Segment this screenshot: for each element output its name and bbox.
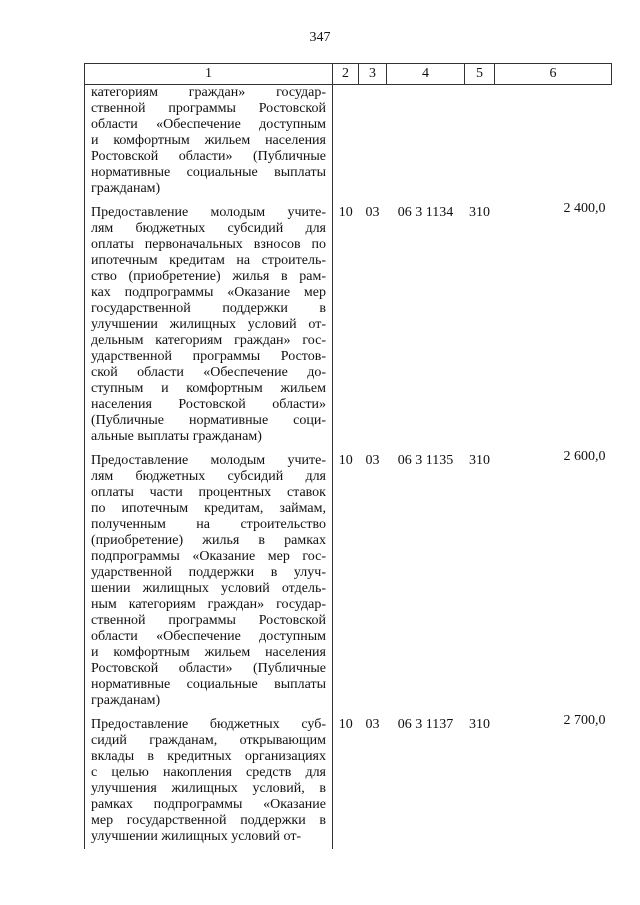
description-line: гражданам) bbox=[91, 181, 161, 196]
description-line: ипотечным кредитам на строитель- bbox=[91, 253, 326, 268]
description-line: ударственной программы Ростов- bbox=[91, 349, 326, 364]
description-line: категориям граждан» государ- bbox=[91, 85, 326, 100]
description-line: области «Обеспечение доступным bbox=[91, 117, 326, 132]
target-article-code: 06 3 1135 bbox=[397, 453, 454, 468]
description-line: ступным и комфортным жильем bbox=[91, 381, 326, 396]
description-line: (приобретение) жилья в рамках bbox=[91, 533, 326, 548]
row-description bbox=[85, 85, 333, 202]
expense-type-code: 310 bbox=[469, 453, 490, 468]
table-row bbox=[85, 449, 612, 713]
column-header: 4 bbox=[387, 64, 465, 85]
row-description bbox=[85, 201, 333, 449]
description-line: ство (приобретение) жилья в рам- bbox=[91, 269, 326, 284]
amount: 2 400,0 bbox=[563, 201, 606, 216]
section-code: 10 bbox=[338, 717, 353, 732]
description-line: и комфортным жильем населения bbox=[91, 133, 326, 148]
description-line: мер государственной поддержки в bbox=[91, 813, 326, 828]
description-line: по ипотечным кредитам, займам, bbox=[91, 501, 326, 516]
expense-type-code bbox=[465, 85, 495, 202]
amount: 2 700,0 bbox=[563, 713, 606, 728]
description-line: сидий гражданам, открывающим bbox=[91, 733, 326, 748]
target-article-code: 06 3 1137 bbox=[397, 717, 454, 732]
description-line: полученным на строительство bbox=[91, 517, 326, 532]
column-header: 2 bbox=[333, 64, 359, 85]
description-line: лям бюджетных субсидий для bbox=[91, 221, 326, 236]
amount bbox=[495, 85, 612, 202]
table-row bbox=[85, 85, 612, 202]
section-code: 10 bbox=[338, 205, 353, 220]
description-line: и комфортным жильем населения bbox=[91, 645, 326, 660]
description-line: рамках подпрограммы «Оказание bbox=[91, 797, 326, 812]
budget-table bbox=[84, 63, 612, 849]
description-line: альные выплаты гражданам) bbox=[91, 429, 262, 444]
description-line: улучшении жилищных условий от- bbox=[91, 317, 326, 332]
page-number: 347 bbox=[309, 30, 331, 45]
description-line: ской области «Обеспечение до- bbox=[91, 365, 326, 380]
description-line: ственной программы Ростовской bbox=[91, 613, 326, 628]
description-line: ственной программы Ростовской bbox=[91, 101, 326, 116]
table-row bbox=[85, 201, 612, 449]
description-line: вклады в кредитных организациях bbox=[91, 749, 326, 764]
description-line: (Публичные нормативные соци- bbox=[91, 413, 326, 428]
row-description bbox=[85, 713, 333, 849]
description-line: улучшении жилищных условий от- bbox=[91, 829, 302, 844]
column-header: 3 bbox=[359, 64, 387, 85]
row-description bbox=[85, 449, 333, 713]
description-line: оплаты части процентных ставок bbox=[91, 485, 326, 500]
description-line: нормативные социальные выплаты bbox=[91, 165, 326, 180]
expense-type-code: 310 bbox=[469, 205, 490, 220]
description-line: Предоставление бюджетных суб- bbox=[91, 717, 326, 732]
description-line: улучшения жилищных условий, в bbox=[91, 781, 326, 796]
subsection-code: 03 bbox=[365, 717, 380, 732]
section-code bbox=[333, 85, 359, 202]
description-line: Предоставление молодым учите- bbox=[91, 453, 326, 468]
description-line: Предоставление молодым учите- bbox=[91, 205, 326, 220]
table-row bbox=[85, 713, 612, 849]
subsection-code: 03 bbox=[365, 453, 380, 468]
description-line: дельным категориям граждан» гос- bbox=[91, 333, 326, 348]
target-article-code: 06 3 1134 bbox=[397, 205, 454, 220]
description-line: Ростовской области» (Публичные bbox=[91, 661, 326, 676]
expense-type-code: 310 bbox=[469, 717, 490, 732]
description-line: населения Ростовской области» bbox=[91, 397, 326, 412]
description-line: с целью накопления средств для bbox=[91, 765, 326, 780]
description-line: Ростовской области» (Публичные bbox=[91, 149, 326, 164]
description-line: шении жилищных условий отдель- bbox=[91, 581, 326, 596]
table-body bbox=[85, 85, 612, 850]
column-header: 6 bbox=[495, 64, 612, 85]
description-line: ударственной поддержки в улуч- bbox=[91, 565, 326, 580]
description-line: оплаты первоначальных взносов по bbox=[91, 237, 326, 252]
subsection-code: 03 bbox=[365, 205, 380, 220]
description-line: ках подпрограммы «Оказание мер bbox=[91, 285, 326, 300]
target-article-code bbox=[387, 85, 465, 202]
description-line: гражданам) bbox=[91, 693, 161, 708]
description-line: лям бюджетных субсидий для bbox=[91, 469, 326, 484]
description-line: государственной поддержки в bbox=[91, 301, 326, 316]
section-code: 10 bbox=[338, 453, 353, 468]
column-header: 5 bbox=[465, 64, 495, 85]
description-line: подпрограммы «Оказание мер гос- bbox=[91, 549, 326, 564]
subsection-code bbox=[359, 85, 387, 202]
description-line: ным категориям граждан» государ- bbox=[91, 597, 326, 612]
table-header-row bbox=[85, 64, 612, 85]
description-line: области «Обеспечение доступным bbox=[91, 629, 326, 644]
description-line: нормативные социальные выплаты bbox=[91, 677, 326, 692]
amount: 2 600,0 bbox=[563, 449, 606, 464]
column-header: 1 bbox=[85, 64, 333, 85]
